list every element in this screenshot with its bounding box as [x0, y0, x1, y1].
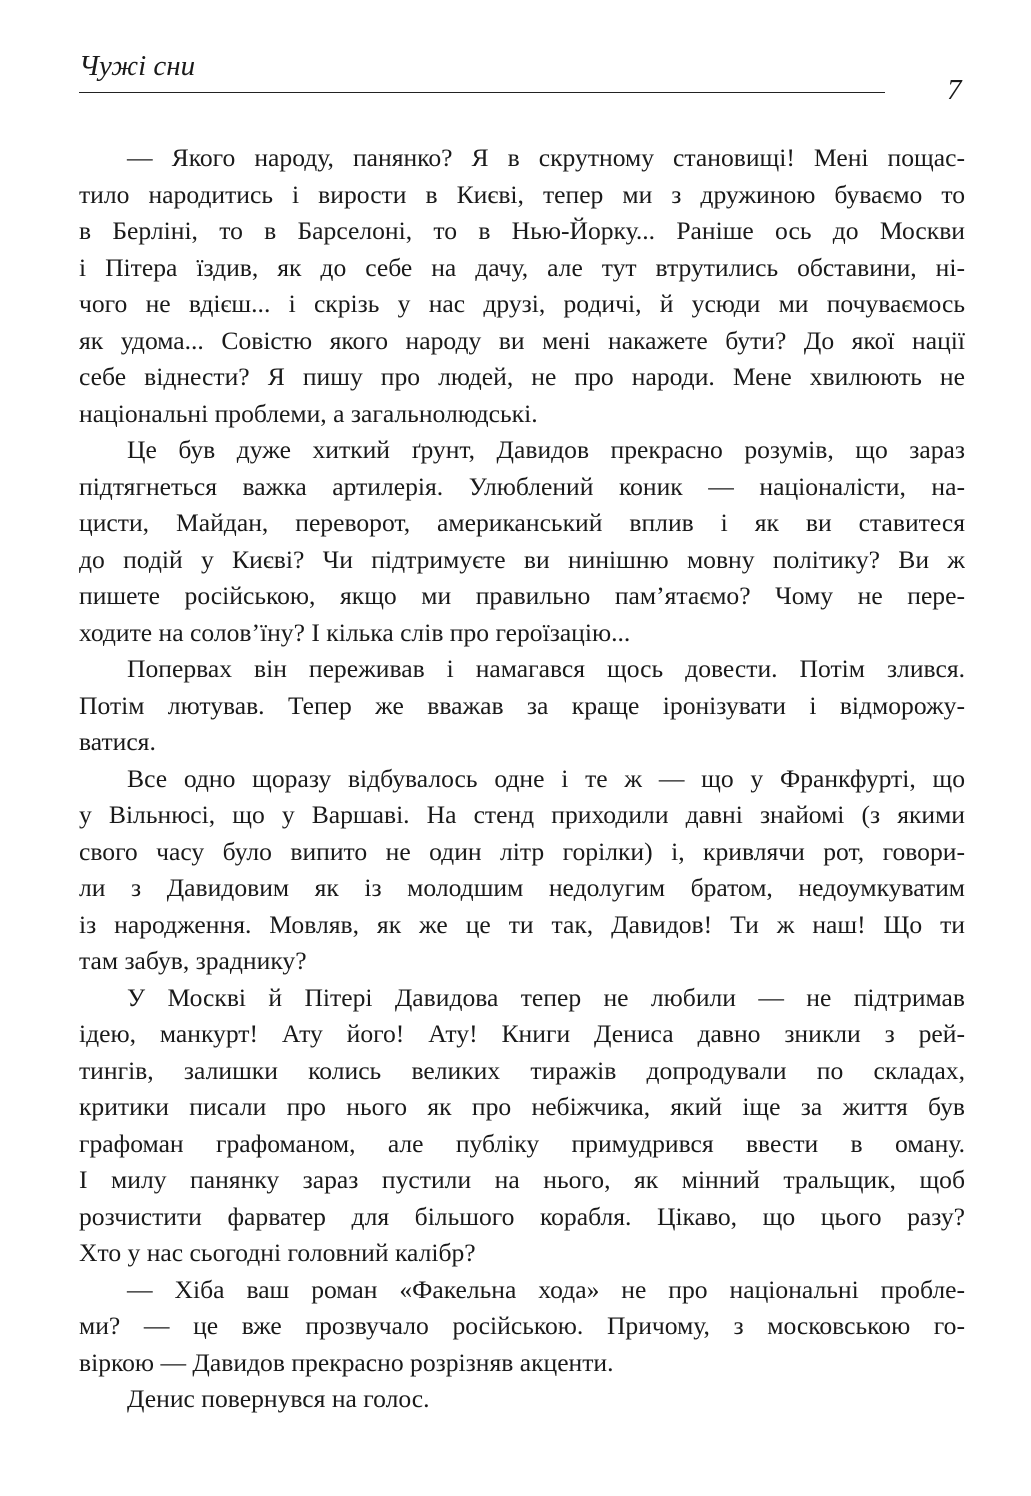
text-line: І милу панянку зараз пустили на нього, як мінний тральщик, щоб [79, 1165, 965, 1194]
text-line: Все одно щоразу відбувалось одне і те ж — що у Франкфурті, що [127, 763, 965, 793]
text-line: Денис повернувся на голос. [127, 1384, 430, 1413]
text-line: розчистити фарватер для більшого корабля. Цікаво, що цього разу? [79, 1201, 965, 1231]
text-line: ли з Давидовим як із молодшим недолугим братом, недоумкуватим [79, 873, 965, 902]
text-line: ходите на солов’їну? І кілька слів про героїзацію... [79, 617, 631, 647]
text-line: у Вільнюсі, що у Варшаві. На стенд приходили давні знайомі (з якими [79, 800, 965, 829]
text-line: тингів, залишки колись великих тиражів допродували по складах, [79, 1055, 965, 1085]
page-number: 7 [947, 74, 962, 106]
text-line: як удома... Совістю якого народу ви мені накажете бути? До якої нації [79, 325, 965, 355]
text-line: цисти, Майдан, переворот, американський вплив і як ви ставитеся [79, 508, 965, 537]
text-line: ідею, манкурт! Ату його! Ату! Книги Дениса давно зникли з рей- [79, 1019, 965, 1048]
text-line: підтягнеться важка артилерія. Улюблений коник — націоналісти, на- [79, 471, 965, 501]
text-line: — Хіба ваш роман «Факельна хода» не про національні пробле- [127, 1274, 965, 1304]
text-line: Хто у нас сьогодні головний калібр? [79, 1238, 476, 1267]
text-line: національні проблеми, а загальнолюдські. [79, 398, 538, 428]
text-line: віркою — Давидов прекрасно розрізняв акценти. [79, 1347, 614, 1377]
text-line: ватися. [79, 727, 156, 756]
text-line: Потім лютував. Тепер же вважав за краще іронізувати і відморожу- [79, 690, 965, 720]
text-line: чого не вдієш... і скрізь у нас друзі, родичі, й усюди ми почуваємось [79, 289, 965, 318]
text-line: У Москві й Пітері Давидова тепер не любили — не підтримав [127, 982, 965, 1012]
text-line: пишете російською, якщо ми правильно пам’ятаємо? Чому не пере- [79, 581, 965, 610]
text-line: Поперваx він переживав і намагався щось довести. Потім злився. [127, 654, 965, 683]
text-line: там забув, зраднику? [79, 946, 307, 975]
text-line: критики писали про нього як про небіжчика, який іще за життя був [79, 1092, 965, 1121]
text-line: і Пітера їздив, як до себе на дачу, але тут втрутились обставини, ні- [79, 252, 965, 282]
text-line: свого часу було випито не один літр горілки) і, кривлячи рот, говори- [79, 836, 965, 866]
text-line: із народження. Мовляв, як же це ти так, Давидов! Ти ж наш! Що ти [79, 909, 965, 939]
text-line: ми? — це вже прозвучало російською. Причому, з московською го- [79, 1311, 965, 1340]
text-line: Це був дуже хиткий ґрунт, Давидов прекрасно розумів, що зараз [127, 435, 965, 464]
body-text [79, 140, 965, 1418]
text-line: графоман графоманом, але публіку примудрився ввести в оману. [79, 1128, 965, 1158]
text-line: тило народитись і вирости в Києві, тепер ми з дружиною буваємо то [79, 179, 965, 209]
text-line: — Якого народу, панянко? Я в скрутному становищі! Мені пощас- [127, 143, 965, 172]
header-rule [79, 92, 885, 93]
text-line: в Берліні, то в Барселоні, то в Нью-Йорку... Раніше ось до Москви [79, 216, 965, 245]
running-title: Чужі сни [79, 50, 196, 82]
text-line: до подій у Києві? Чи підтримуєте ви нинішню мовну політику? Ви ж [79, 544, 965, 574]
text-line: себе віднести? Я пишу про людей, не про народи. Мене хвилюють не [79, 362, 965, 391]
